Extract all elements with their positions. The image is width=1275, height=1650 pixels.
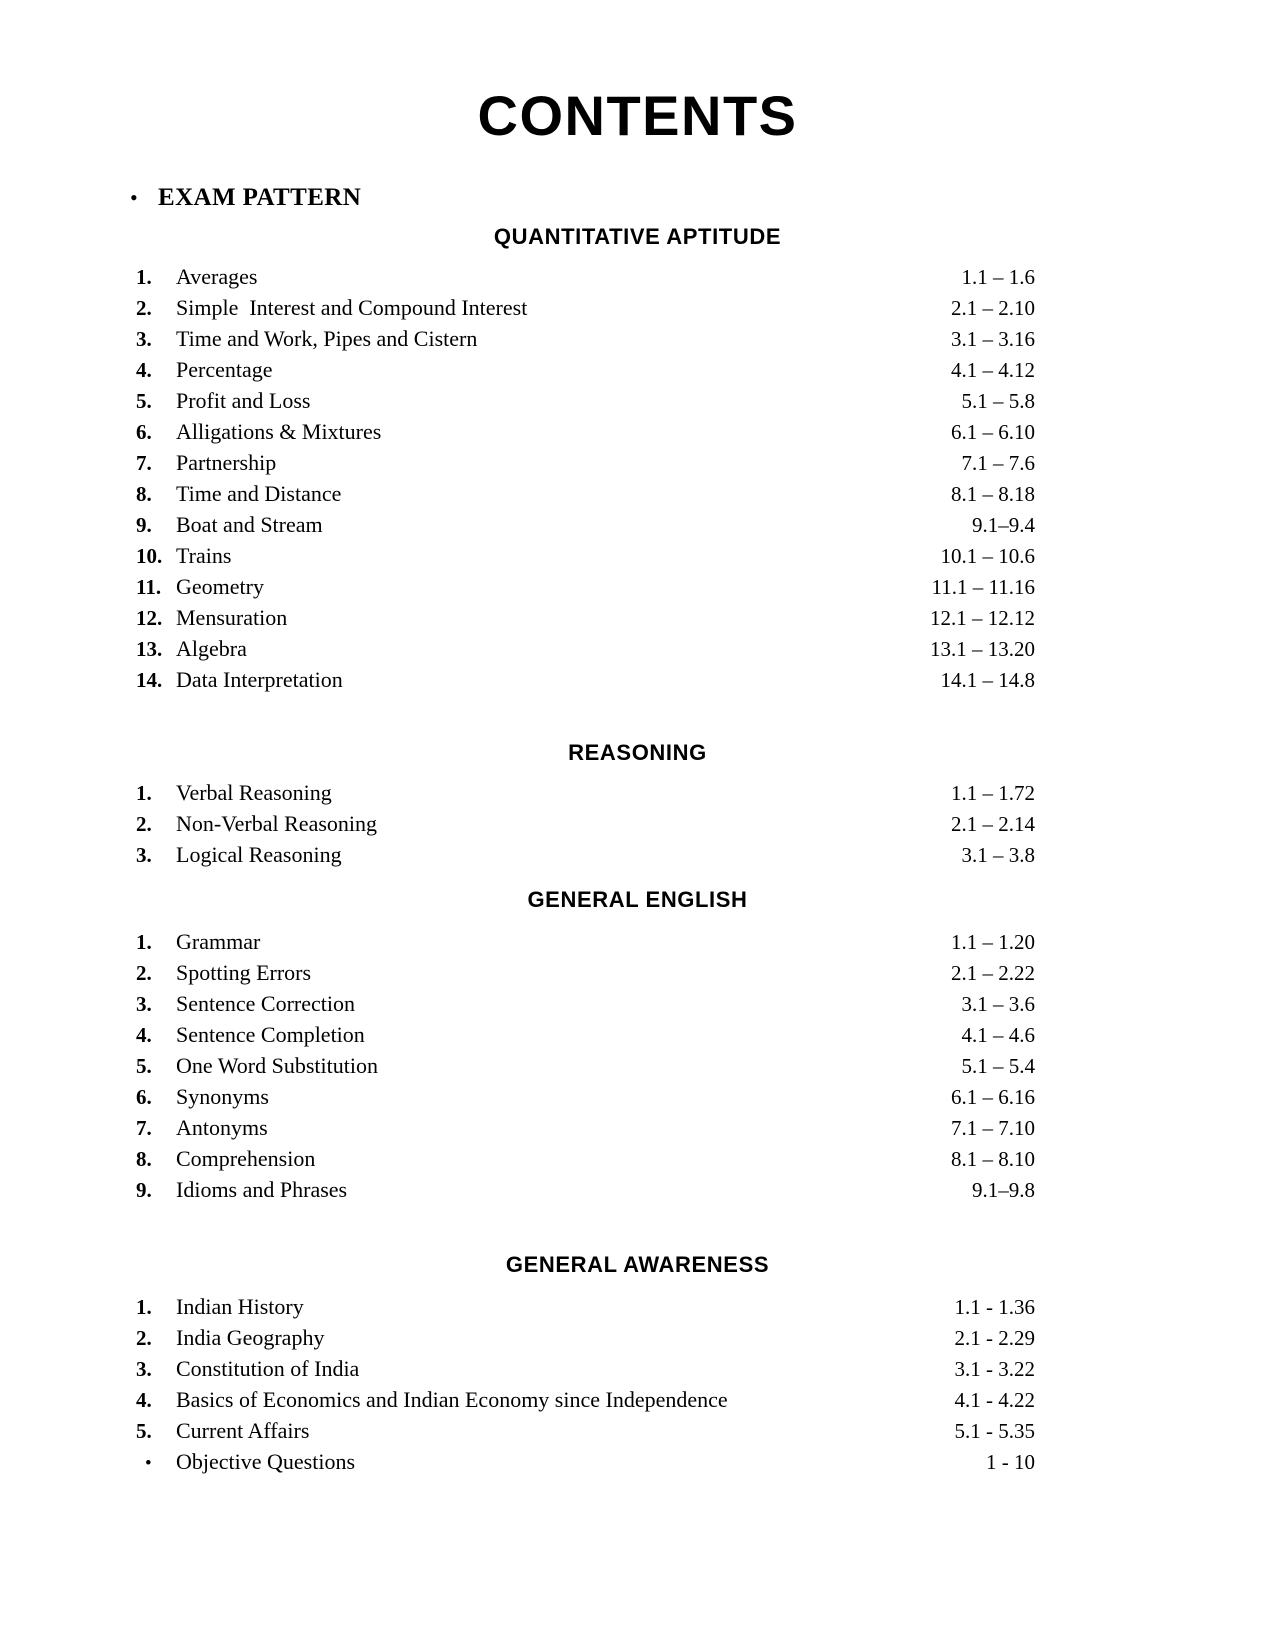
entry-number: 10. <box>136 544 163 568</box>
entry-page-range: 1.1 – 1.72 <box>951 781 1035 805</box>
contents-entry-row[interactable] <box>0 543 1275 574</box>
entry-page-range: 3.1 – 3.6 <box>961 992 1035 1016</box>
entry-title: Current Affairs <box>176 1418 310 1443</box>
entry-title: Constitution of India <box>176 1356 360 1381</box>
contents-entry-row[interactable] <box>0 1294 1275 1325</box>
contents-entry-row[interactable] <box>0 1387 1275 1418</box>
entry-title: Logical Reasoning <box>176 842 342 867</box>
entry-page-range: 5.1 – 5.8 <box>961 389 1035 413</box>
entry-number: 14. <box>136 668 163 692</box>
entry-number: 11. <box>136 575 162 599</box>
entry-title: Synonyms <box>176 1084 269 1109</box>
contents-entry-row[interactable] <box>0 450 1275 481</box>
entry-title: Grammar <box>176 929 261 954</box>
contents-entry-row[interactable] <box>0 667 1275 698</box>
entry-page-range: 2.1 – 2.10 <box>951 296 1035 320</box>
entry-title: Geometry <box>176 574 264 599</box>
entry-page-range: 6.1 – 6.10 <box>951 420 1035 444</box>
entry-page-range: 13.1 – 13.20 <box>930 637 1035 661</box>
section-heading-reasoning: REASONING <box>568 740 707 765</box>
entry-page-range: 9.1–9.4 <box>972 513 1035 537</box>
entry-title: Non-Verbal Reasoning <box>176 811 378 836</box>
entry-number: 2. <box>136 1326 152 1350</box>
entry-page-range: 9.1–9.8 <box>972 1178 1035 1202</box>
entry-page-range: 10.1 – 10.6 <box>940 544 1035 568</box>
contents-entry-row[interactable] <box>0 264 1275 295</box>
entry-title: Percentage <box>176 357 273 382</box>
entry-page-range: 11.1 – 11.16 <box>931 575 1035 599</box>
entry-title: Algebra <box>176 636 247 661</box>
entry-title: Averages <box>176 264 258 289</box>
contents-entry-row[interactable] <box>0 1053 1275 1084</box>
entry-number: 9. <box>136 513 152 537</box>
entry-title: Time and Work, Pipes and Cistern <box>176 326 478 351</box>
contents-entry-row[interactable] <box>0 960 1275 991</box>
entry-page-range: 4.1 – 4.6 <box>961 1023 1035 1047</box>
entry-title: Partnership <box>176 450 277 475</box>
entry-number: 12. <box>136 606 163 630</box>
entry-page-range: 1 - 10 <box>986 1450 1035 1474</box>
entry-page-range: 2.1 – 2.14 <box>951 812 1035 836</box>
contents-entry-row[interactable] <box>0 1418 1275 1449</box>
entry-number: 3. <box>136 327 152 351</box>
entry-title: Simple Interest and Compound Interest <box>176 295 528 320</box>
contents-entry-row[interactable] <box>0 1084 1275 1115</box>
entry-page-range: 8.1 – 8.10 <box>951 1147 1035 1171</box>
contents-entry-row[interactable] <box>0 991 1275 1022</box>
entry-number: 3. <box>136 843 152 867</box>
entry-number: 1. <box>136 265 152 289</box>
entry-title: Boat and Stream <box>176 512 323 537</box>
contents-entry-row[interactable] <box>0 1325 1275 1356</box>
contents-entry-row[interactable] <box>0 929 1275 960</box>
entry-title: Idioms and Phrases <box>176 1177 348 1202</box>
contents-list-reasoning <box>0 780 1275 873</box>
entry-page-range: 2.1 – 2.22 <box>951 961 1035 985</box>
contents-entry-row[interactable] <box>0 1449 1275 1480</box>
contents-entry-row[interactable] <box>0 326 1275 357</box>
contents-entry-row[interactable] <box>0 780 1275 811</box>
contents-list-general-english <box>0 929 1275 1208</box>
contents-entry-row[interactable] <box>0 388 1275 419</box>
entry-number: 4. <box>136 1023 152 1047</box>
contents-entry-row[interactable] <box>0 357 1275 388</box>
entry-number: 8. <box>136 1147 152 1171</box>
contents-entry-row[interactable] <box>0 295 1275 326</box>
entry-title: Sentence Completion <box>176 1022 365 1047</box>
entry-title: Verbal Reasoning <box>176 780 332 805</box>
entry-title: Spotting Errors <box>176 960 312 985</box>
contents-entry-row[interactable] <box>0 1146 1275 1177</box>
entry-title: Basics of Economics and Indian Economy since Independence <box>176 1387 728 1412</box>
section-heading-quantitative-aptitude: QUANTITATIVE APTITUDE <box>493 224 782 249</box>
entry-page-range: 7.1 – 7.6 <box>961 451 1035 475</box>
section-heading-general-awareness: GENERAL AWARENESS <box>505 1252 770 1277</box>
entry-title: Indian History <box>176 1294 304 1319</box>
entry-page-range: 1.1 – 1.6 <box>961 265 1035 289</box>
entry-number: 4. <box>136 1388 152 1412</box>
entry-number: 1. <box>136 930 152 954</box>
contents-entry-row[interactable] <box>0 1356 1275 1387</box>
entry-page-range: 5.1 - 5.35 <box>954 1419 1035 1443</box>
entry-page-range: 3.1 – 3.8 <box>961 843 1035 867</box>
entry-number: 5. <box>136 1419 152 1443</box>
contents-entry-row[interactable] <box>0 1177 1275 1208</box>
entry-number: 13. <box>136 637 163 661</box>
entry-page-range: 7.1 – 7.10 <box>951 1116 1035 1140</box>
contents-entry-row[interactable] <box>0 1022 1275 1053</box>
entry-number: 2. <box>136 296 152 320</box>
contents-entry-row[interactable] <box>0 512 1275 543</box>
entry-number: 5. <box>136 389 152 413</box>
entry-title: Mensuration <box>176 605 288 630</box>
entry-page-range: 4.1 - 4.22 <box>954 1388 1035 1412</box>
entry-number: 7. <box>136 451 152 475</box>
contents-entry-row[interactable] <box>0 605 1275 636</box>
contents-entry-row[interactable] <box>0 636 1275 667</box>
entry-page-range: 12.1 – 12.12 <box>930 606 1035 630</box>
page-title: CONTENTS <box>477 84 798 147</box>
entry-page-range: 1.1 - 1.36 <box>954 1295 1035 1319</box>
bullet-icon: • <box>130 185 138 210</box>
entry-number: 5. <box>136 1054 152 1078</box>
contents-entry-row[interactable] <box>0 481 1275 512</box>
entry-title: Data Interpretation <box>176 667 343 692</box>
entry-title: Antonyms <box>176 1115 268 1140</box>
bullet-icon: • <box>145 1453 152 1474</box>
entry-title: Sentence Correction <box>176 991 355 1016</box>
entry-number: 8. <box>136 482 152 506</box>
entry-page-range: 1.1 – 1.20 <box>951 930 1035 954</box>
entry-title: India Geography <box>176 1325 325 1350</box>
contents-entry-row[interactable] <box>0 842 1275 873</box>
contents-entry-row[interactable] <box>0 419 1275 450</box>
entry-title: Alligations & Mixtures <box>176 419 382 444</box>
entry-number: 3. <box>136 992 152 1016</box>
contents-list-quantitative-aptitude <box>0 264 1275 698</box>
exam-pattern-entry <box>0 184 1275 212</box>
entry-page-range: 3.1 – 3.16 <box>951 327 1035 351</box>
entry-title: Comprehension <box>176 1146 316 1171</box>
entry-title: Profit and Loss <box>176 388 311 413</box>
entry-page-range: 4.1 – 4.12 <box>951 358 1035 382</box>
entry-page-range: 6.1 – 6.16 <box>951 1085 1035 1109</box>
entry-number: 6. <box>136 420 152 444</box>
entry-page-range: 3.1 - 3.22 <box>954 1357 1035 1381</box>
entry-page-range: 5.1 – 5.4 <box>961 1054 1035 1078</box>
entry-number: 1. <box>136 781 152 805</box>
entry-number: 6. <box>136 1085 152 1109</box>
contents-entry-row[interactable] <box>0 1115 1275 1146</box>
entry-number: 2. <box>136 961 152 985</box>
entry-page-range: 2.1 - 2.29 <box>954 1326 1035 1350</box>
entry-page-range: 14.1 – 14.8 <box>940 668 1035 692</box>
entry-number: 2. <box>136 812 152 836</box>
entry-number: 4. <box>136 358 152 382</box>
contents-entry-row[interactable] <box>0 574 1275 605</box>
entry-page-range: 8.1 – 8.18 <box>951 482 1035 506</box>
entry-title: Trains <box>176 543 232 568</box>
contents-list-general-awareness <box>0 1294 1275 1480</box>
entry-number: 7. <box>136 1116 152 1140</box>
entry-title: Time and Distance <box>176 481 342 506</box>
entry-number: 9. <box>136 1178 152 1202</box>
section-heading-general-english: GENERAL ENGLISH <box>527 887 748 912</box>
entry-title: Objective Questions <box>176 1449 356 1474</box>
entry-title: One Word Substitution <box>176 1053 378 1078</box>
entry-number: 3. <box>136 1357 152 1381</box>
entry-number: 1. <box>136 1295 152 1319</box>
contents-entry-row[interactable] <box>0 811 1275 842</box>
exam-pattern-label: EXAM PATTERN <box>158 184 362 211</box>
